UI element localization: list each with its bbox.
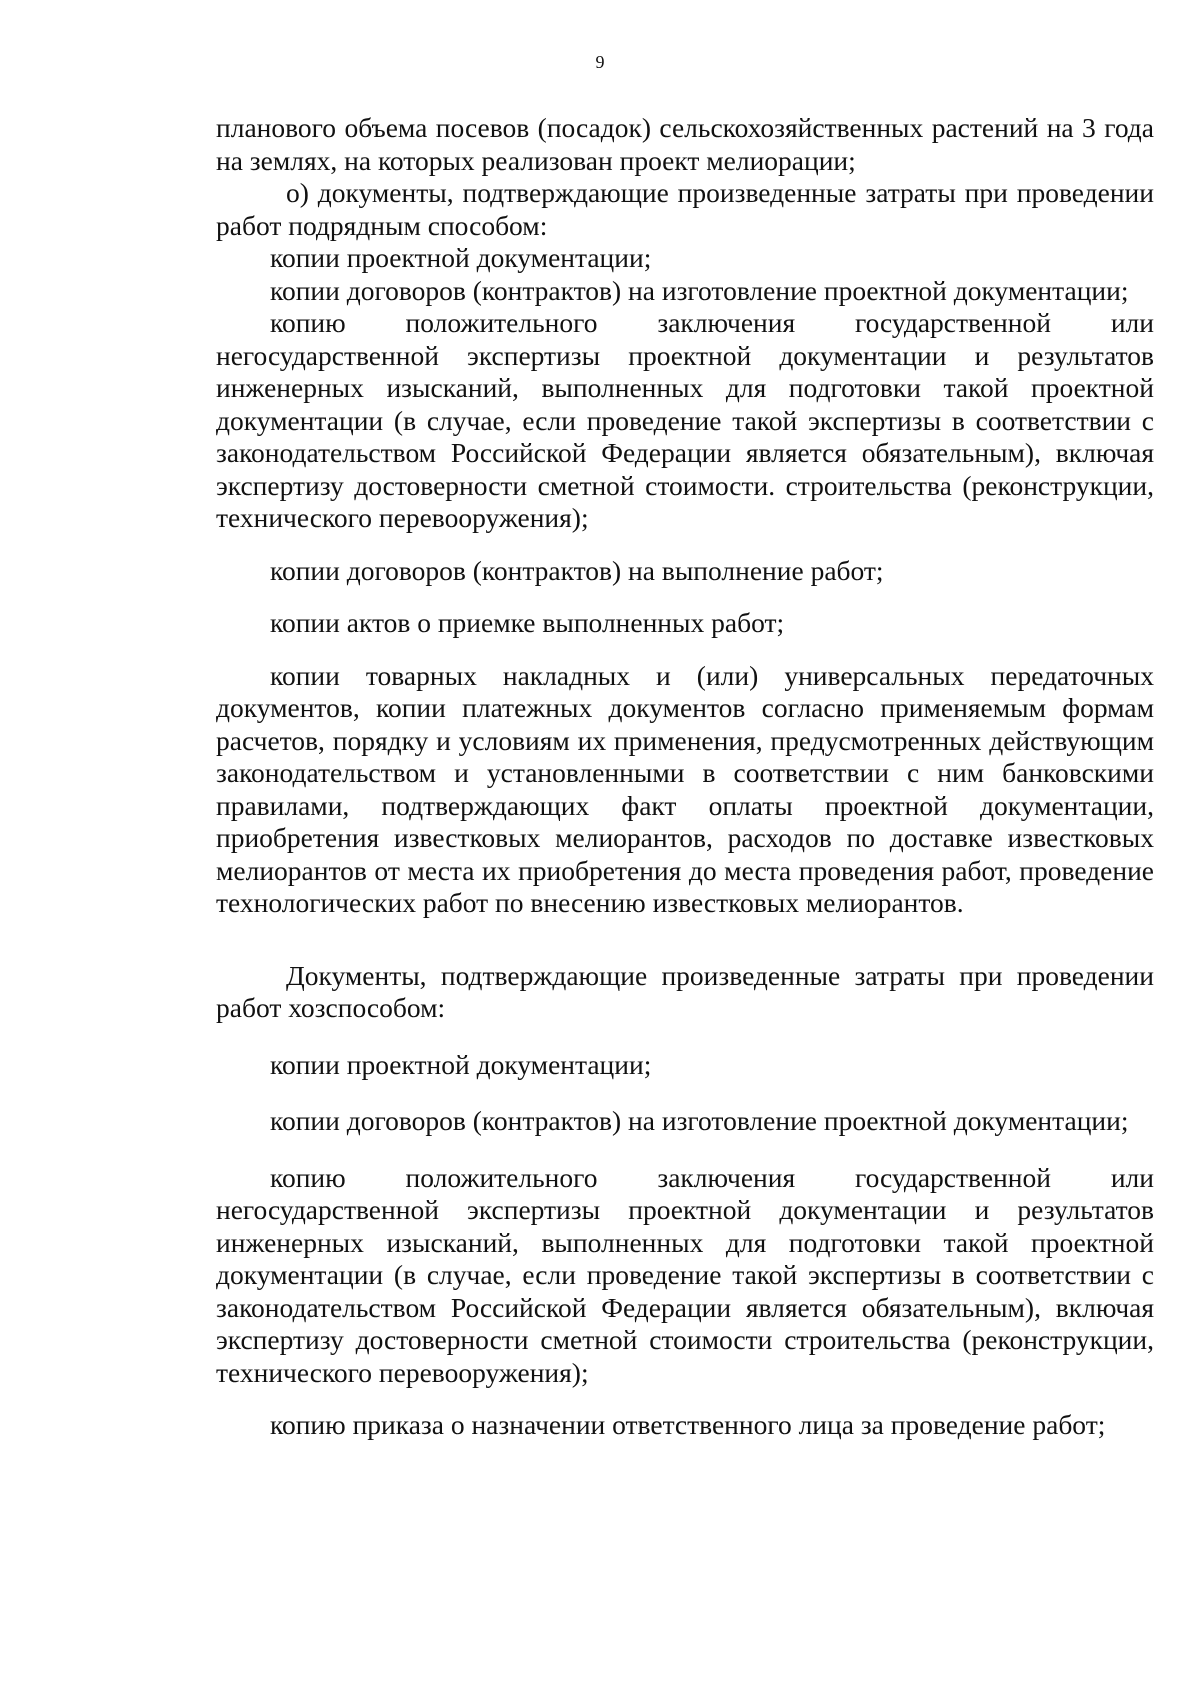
paragraph-responsible-order: копию приказа о назначении ответственного лица за проведение работ; [270,1409,1106,1440]
paragraph-invoices: копии товарных накладных и (или) универсальных передаточных документов, копии платежных документов согласно применяемым формам расчетов, порядку и условиям их применения, предусмотренных действующим законодательством и установленными в соответствии с ним банковскими правилами, подтверждающих факт оплаты проектной документации, приобретения известковых мелиорантов, расходов по доставке известковых мелиорантов от места их приобретения до места проведения работ, проведение технологических работ по внесению известковых мелиорантов. [216,659,1154,918]
paragraph-design-contracts: копии договоров (контрактов) на изготовление проектной документации; [270,274,1129,306]
paragraph-acceptance-acts: копии актов о приемке выполненных работ; [270,607,785,638]
paragraph-self-method-heading: Документы, подтверждающие произведенные затраты при проведении работ хозспособом: [216,959,1154,1023]
paragraph-continuation: планового объема посевов (посадок) сельскохозяйственных растений на 3 года на землях, на которых реализован проект мелиорации; [216,112,1154,176]
paragraph-design-docs: копии проектной документации; [270,242,652,273]
paragraph-item-o: о) документы, подтверждающие произведенные затраты при проведении работ подрядным способом: [216,177,1154,241]
paragraph-expertise-2: копию положительного заключения государственной или негосударственной экспертизы проектной документации и результатов инженерных изысканий, выполненных для подготовки такой проектной документации (в случае, если проведение такой экспертизы в соответствии с законодательством Российской Федерации является обязательным), включая экспертизу достоверности сметной стоимости строительства (реконструкции, технического перевооружения); [216,1161,1154,1388]
document-body [216,112,1154,1442]
paragraph-work-contracts: копии договоров (контрактов) на выполнение работ; [270,554,884,586]
page-number: 9 [595,52,605,72]
paragraph-design-contracts-2: копии договоров (контрактов) на изготовление проектной документации; [270,1105,1129,1136]
paragraph-design-docs-2: копии проектной документации; [270,1048,652,1080]
paragraph-expertise: копию положительного заключения государственной или негосударственной экспертизы проектной документации и результатов инженерных изысканий, выполненных для подготовки такой проектной документации (в случае, если проведение такой экспертизы в соответствии с законодательством Российской Федерации является обязательным), включая экспертизу достоверности сметной стоимости. строительства (реконструкции, технического перевооружения); [216,307,1154,533]
